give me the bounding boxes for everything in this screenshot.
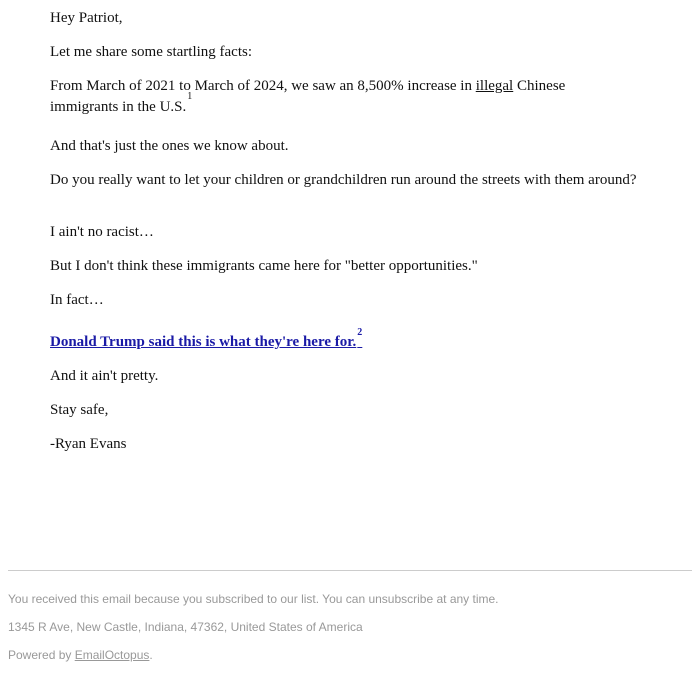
- stat-text-after: Chinese: [513, 78, 566, 94]
- racist-paragraph: I ain't no racist…: [50, 224, 154, 240]
- stat-line-2: [50, 91, 640, 116]
- link-paragraph: [50, 327, 640, 351]
- footnote-1: 1: [187, 91, 193, 102]
- in-fact-paragraph: In fact…: [50, 292, 104, 308]
- stat-text-line2: immigrants in the U.S.: [50, 99, 187, 115]
- pretty-paragraph: And it ain't pretty.: [50, 368, 159, 384]
- trump-link[interactable]: [50, 327, 363, 350]
- statistic-paragraph: [50, 77, 640, 116]
- powered-by-suffix: .: [149, 648, 153, 662]
- stat-emphasis: illegal: [475, 78, 514, 94]
- emailoctopus-link[interactable]: EmailOctopus: [74, 648, 150, 662]
- subscription-notice: You received this email because you subscribed to our list. You can unsubscribe at any time.: [8, 592, 499, 606]
- trump-link-text: Donald Trump said this is what they're here for.: [50, 334, 357, 350]
- footer-divider: [8, 570, 692, 571]
- question-paragraph: Do you really want to let your children or grandchildren run around the streets with them around?: [50, 172, 637, 188]
- powered-by: [8, 648, 153, 662]
- powered-by-prefix: Powered by: [8, 648, 75, 662]
- signature: -Ryan Evans: [50, 436, 127, 452]
- opportunities-paragraph: But I don't think these immigrants came here for "better opportunities.": [50, 258, 478, 274]
- facts-intro: Let me share some startling facts:: [50, 44, 253, 60]
- mailing-address: 1345 R Ave, New Castle, Indiana, 47362, United States of America: [8, 620, 363, 634]
- stay-safe-paragraph: Stay safe,: [50, 402, 109, 418]
- stat-text-before: From March of 2021 to March of 2024, we saw an 8,500% increase in: [50, 78, 476, 94]
- footnote-2: 2: [357, 327, 363, 338]
- known-paragraph: And that's just the ones we know about.: [50, 138, 289, 154]
- greeting: Hey Patriot,: [50, 10, 123, 26]
